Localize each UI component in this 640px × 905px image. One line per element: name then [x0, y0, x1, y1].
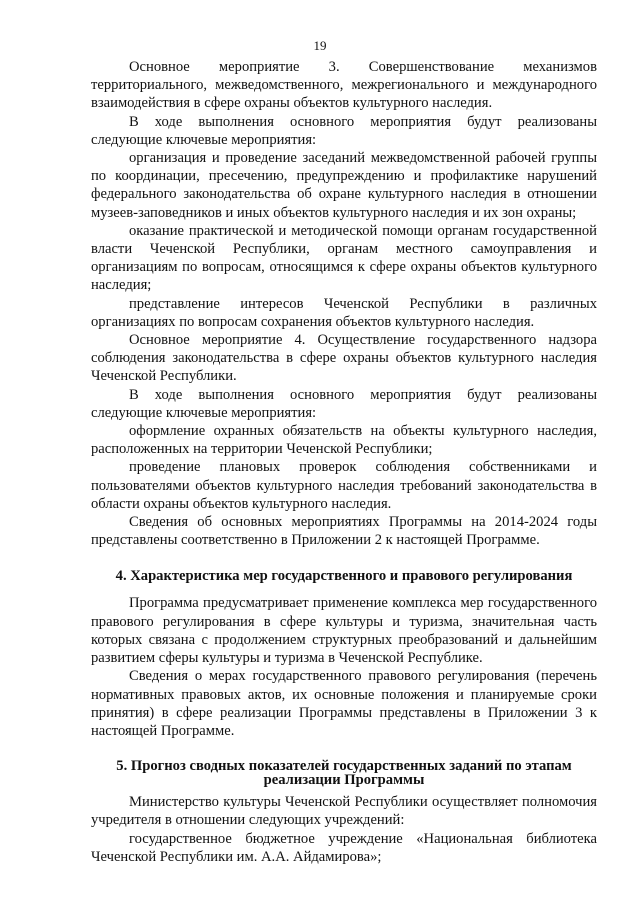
document-body	[91, 58, 597, 866]
section-5-paragraph-library: государственное бюджетное учреждение «Национальная библиотека Чеченской Республики им. А.А. Айдамирова»;	[91, 830, 597, 865]
paragraph-appendix-2-reference: Сведения об основных мероприятиях Программы на 2014-2024 годы представлены соответственно в Приложении 2 к настоящей Программе.	[91, 514, 597, 549]
paragraph-methodical-help: оказание практической и методической помощи органам государственной власти Чеченской Республики, органам местного самоуправления и организациям по вопросам, относящимся к сфере охраны объектов культурного наследия;	[91, 222, 597, 294]
section-5-heading-line-2: реализации Программы	[263, 772, 425, 789]
section-5-heading-line-1: 5. Прогноз сводных показателей государственных заданий по этапам	[116, 758, 572, 775]
page-number: 19	[313, 38, 327, 53]
paragraph-planned-inspections: проведение плановых проверок соблюдения собственниками и пользователями объектов культурного наследия требований законодательства в области охраны объектов культурного наследия.	[91, 459, 597, 512]
paragraph-working-group: организация и проведение заседаний межведомственной рабочей группы по координации, пресечению, предупреждению и профилактике нарушений федерального законодательства об охране культурного наследия в отношении музеев-заповедников и иных объектов культурного наследия и их зон охраны;	[91, 150, 597, 221]
section-4-paragraph-program: Программа предусматривает применение комплекса мер государственного правового регулирования в сфере культуры и туризма, значительная часть которых связана с продолжением структурных преобразований и дальнейшим развитием сферы культуры и туризма в Чеченской Республике.	[91, 595, 597, 667]
paragraph-key-activities-intro: В ходе выполнения основного мероприятия будут реализованы следующие ключевые мероприятия:	[91, 113, 597, 148]
paragraph-main-activity-3: Основное мероприятие 3. Совершенствование механизмов территориального, межведомственного, межрегионального и международного взаимодействия в сфере охраны объектов культурного наследия.	[91, 59, 597, 112]
section-4-paragraph-appendix-3: Сведения о мерах государственного правового регулирования (перечень нормативных правовых актов, их основные положения и планируемые сроки принятия) в сфере реализации Программы представлены в Приложении 3 к настоящей Программе.	[91, 668, 597, 739]
paragraph-key-activities-intro-2: В ходе выполнения основного мероприятия будут реализованы следующие ключевые мероприятия:	[91, 386, 597, 421]
paragraph-representation: представление интересов Чеченской Республики в различных организациях по вопросам сохранения объектов культурного наследия.	[91, 295, 597, 330]
paragraph-main-activity-4: Основное мероприятие 4. Осуществление государственного надзора соблюдения законодательства в сфере охраны объектов культурного наследия Чеченской Республики.	[91, 332, 597, 385]
section-4-heading: 4. Характеристика мер государственного и правового регулирования	[115, 568, 573, 585]
section-5-paragraph-ministry: Министерство культуры Чеченской Республики осуществляет полномочия учредителя в отношении следующих учреждений:	[91, 794, 597, 829]
section-5-heading	[91, 759, 597, 787]
paragraph-protection-obligations: оформление охранных обязательств на объекты культурного наследия, расположенных на территории Чеченской Республики;	[91, 423, 597, 458]
